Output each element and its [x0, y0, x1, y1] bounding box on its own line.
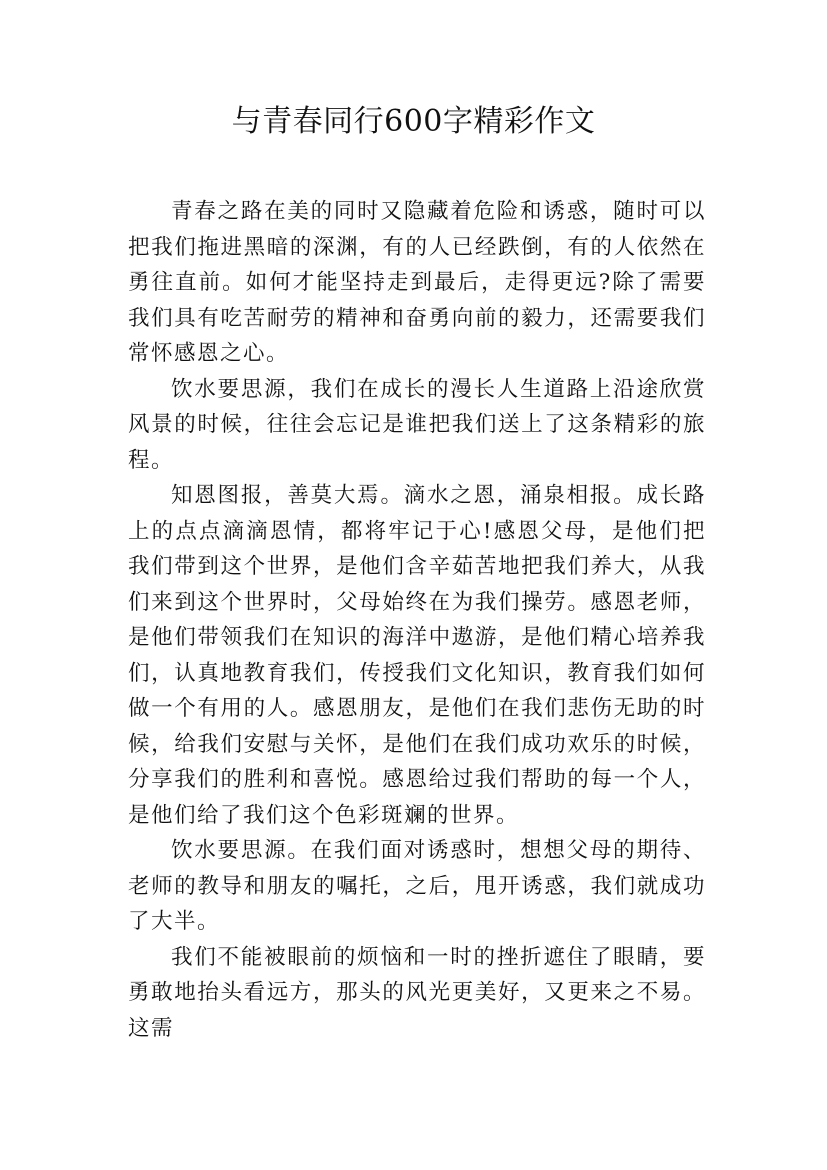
paragraph-4: 饮水要思源。在我们面对诱惑时，想想父母的期待、老师的教导和朋友的嘱托，之后，甩开诱惑，我们就成功了大半。: [128, 838, 706, 934]
document-title: 与青春同行600字精彩作文: [231, 104, 596, 139]
paragraph-5: 我们不能被眼前的烦恼和一时的挫折遮住了眼睛，要勇敢地抬头看远方，那头的风光更美好，又更来之不易。这需: [128, 944, 706, 1041]
document-body: [128, 194, 706, 1046]
paragraph-2: 饮水要思源，我们在成长的漫长人生道路上沿途欣赏风景的时候，往往会忘记是谁把我们送上了这条精彩的旅程。: [128, 376, 706, 473]
paragraph-1: 青春之路在美的同时又隐藏着危险和诱惑，随时可以把我们拖进黑暗的深渊，有的人已经跌倒，有的人依然在勇往直前。如何才能坚持走到最后，走得更远?除了需要我们具有吃苦耐劳的精神和奋勇向前的毅力，还需要我们常怀感恩之心。: [128, 199, 706, 366]
paragraph-3: 知恩图报，善莫大焉。滴水之恩，涌泉相报。成长路上的点点滴滴恩情，都将牢记于心!感恩父母，是他们把我们带到这个世界，是他们含辛茹苦地把我们养大，从我们来到这个世界时，父母始终在为我们操劳。感恩老师，是他们带领我们在知识的海洋中遨游，是他们精心培养我们，认真地教育我们，传授我们文化知识，教育我们如何做一个有用的人。感恩朋友，是他们在我们悲伤无助的时候，给我们安慰与关怀，是他们在我们成功欢乐的时候，分享我们的胜利和喜悦。感恩给过我们帮助的每一个人，是他们给了我们这个色彩斑斓的世界。: [128, 483, 706, 828]
